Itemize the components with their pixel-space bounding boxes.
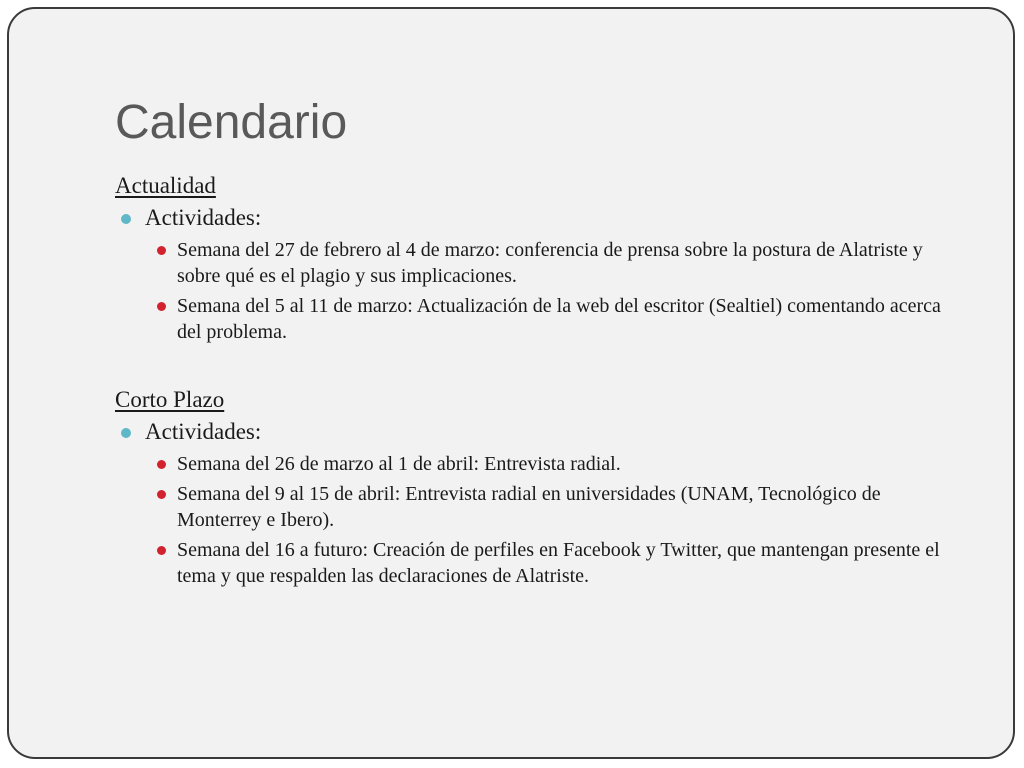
list-item-text: Semana del 16 a futuro: Creación de perfiles en Facebook y Twitter, que mantengan presente el tema y que respalden las declaraciones de Alatriste. [177,539,940,587]
bullet-dot-icon [157,490,166,499]
list-item [115,451,965,477]
activities-item [115,203,965,233]
bullet-dot-icon [121,214,131,224]
list-item [115,537,965,589]
activities-item [115,417,965,447]
bullet-dot-icon [157,246,166,255]
section-actualidad [115,171,965,345]
list-item [115,293,965,345]
bullet-dot-icon [157,460,166,469]
slide-title: Calendario [115,96,348,149]
activities-label: Actividades: [145,205,262,230]
bullet-dot-icon [157,546,166,555]
list-item [115,481,965,533]
list-item-text: Semana del 27 de febrero al 4 de marzo: conferencia de prensa sobre la postura de Alatriste y sobre qué es el plagio y sus implicaciones. [177,239,923,287]
list-item-text: Semana del 26 de marzo al 1 de abril: Entrevista radial. [177,453,621,475]
bullet-dot-icon [157,302,166,311]
slide [7,7,1015,759]
list-item-text: Semana del 5 al 11 de marzo: Actualización de la web del escritor (Sealtiel) comentando acerca del problema. [177,295,941,343]
activity-list [115,237,965,345]
section-heading: Corto Plazo [115,387,225,412]
slide-content [115,171,965,593]
activity-list [115,451,965,589]
section-corto-plazo [115,385,965,589]
bullet-dot-icon [121,428,131,438]
list-item [115,237,965,289]
section-heading: Actualidad [115,173,216,198]
list-item-text: Semana del 9 al 15 de abril: Entrevista radial en universidades (UNAM, Tecnológico de Monterrey e Ibero). [177,483,881,531]
activities-label: Actividades: [145,419,262,444]
